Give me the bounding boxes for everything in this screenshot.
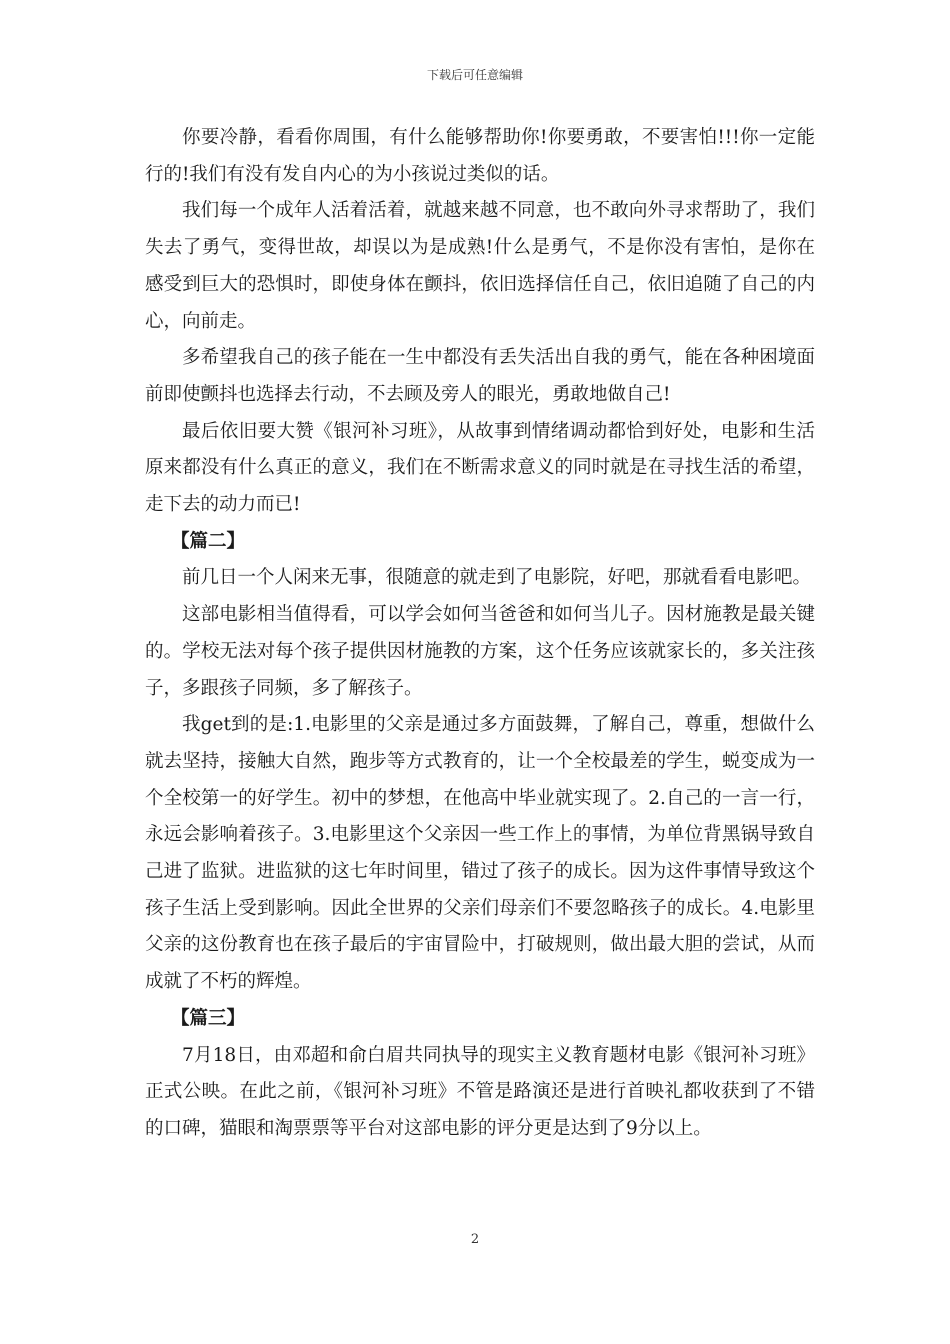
- paragraph: 最后依旧要大赞《银河补习班》，从故事到情绪调动都恰到好处，电影和生活原来都没有什么真正的意义，我们在不断需求意义的同时就是在寻找生活的希望，走下去的动力而已!: [145, 420, 815, 516]
- document-body: [145, 120, 815, 1148]
- page-number: 2: [470, 1232, 480, 1247]
- section-heading-part-three: 【篇三】: [171, 1007, 246, 1029]
- paragraph: 我get到的是:1.电影里的父亲是通过多方面鼓舞，了解自己，尊重，想做什么就去坚持，接触大自然，跑步等方式教育的，让一个全校最差的学生，蜕变成为一个全校第一的好学生。初中的梦想，在他高中毕业就实现了。2.自己的一言一行，永远会影响着孩子。3.电影里这个父亲因一些工作上的事情，为单位背黑锅导致自己进了监狱。进监狱的这七年时间里，错过了孩子的成长。因为这件事情导致这个孩子生活上受到影响。因此全世界的父亲们母亲们不要忽略孩子的成长。4.电影里父亲的这份教育也在孩子最后的宇宙冒险中，打破规则，做出最大胆的尝试，从而成就了不朽的辉煌。: [145, 714, 815, 993]
- paragraph: 你要冷静，看看你周围，有什么能够帮助你!你要勇敢，不要害怕!!!你一定能行的!我们有没有发自内心的为小孩说过类似的话。: [145, 127, 815, 185]
- paragraph: 这部电影相当值得看，可以学会如何当爸爸和如何当儿子。因材施教是最关键的。学校无法对每个孩子提供因材施教的方案，这个任务应该就家长的，多关注孩子，多跟孩子同频，多了解孩子。: [145, 604, 815, 699]
- paragraph: 我们每一个成年人活着活着，就越来越不同意，也不敢向外寻求帮助了，我们失去了勇气，变得世故，却误以为是成熟!什么是勇气，不是你没有害怕，是你在感受到巨大的恐惧时，即使身体在颤抖，依旧选择信任自己，依旧追随了自己的内心，向前走。: [145, 200, 815, 332]
- paragraph: 7月18日，由邓超和俞白眉共同执导的现实主义教育题材电影《银河补习班》正式公映。在此之前，《银河补习班》不管是路演还是进行首映礼都收获到了不错的口碑，猫眼和淘票票等平台对这部电影的评分更是达到了9分以上。: [145, 1044, 815, 1139]
- section-heading-part-two: 【篇二】: [171, 530, 246, 552]
- paragraph: 多希望我自己的孩子能在一生中都没有丢失活出自我的勇气，能在各种困境面前即使颤抖也选择去行动，不去顾及旁人的眼光，勇敢地做自己!: [145, 347, 815, 405]
- paragraph: 前几日一个人闲来无事，很随意的就走到了电影院，好吧，那就看看电影吧。: [182, 567, 812, 589]
- page-header: 下载后可任意编辑: [426, 68, 523, 82]
